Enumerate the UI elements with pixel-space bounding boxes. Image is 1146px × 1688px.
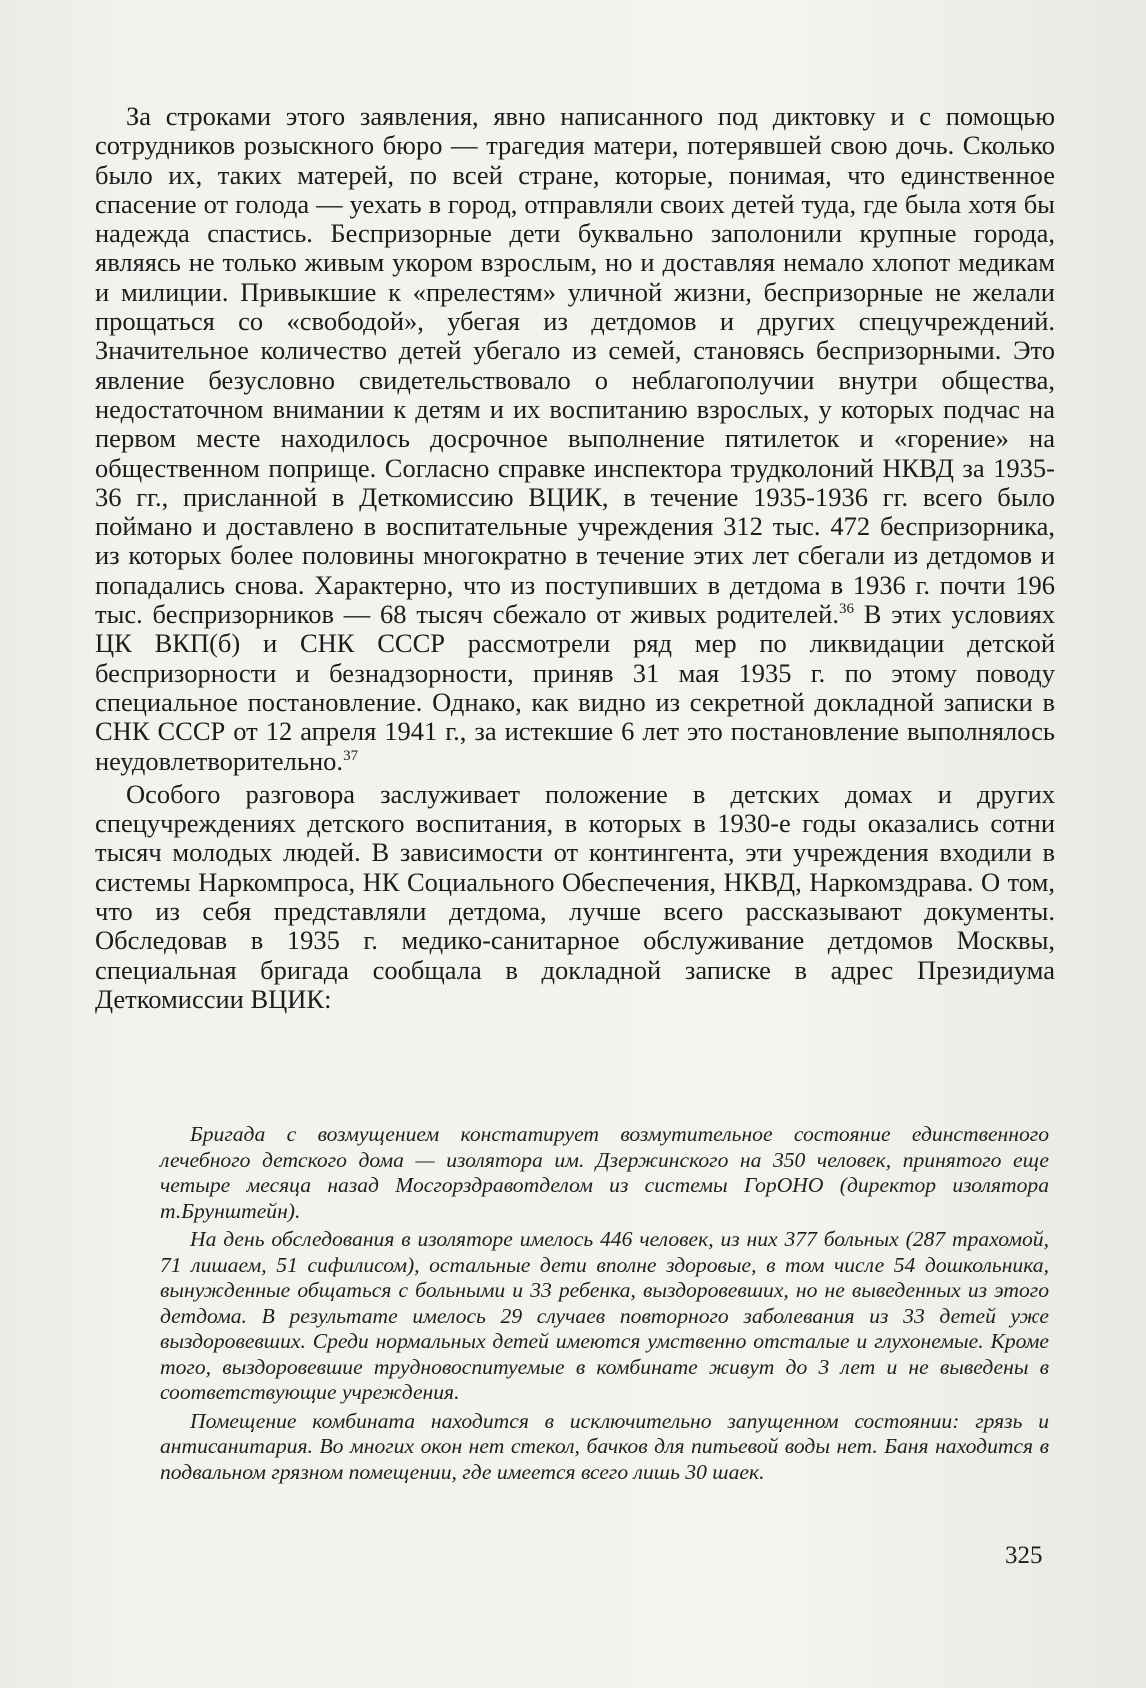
quote-paragraph-3: Помещение комбината находится в исключительно запущенном состоянии: грязь и антисанитария. Во многих окон нет стекол, бачков для питьевой воды нет. Баня находится в подвальном грязном помещении, где имеется всего лишь 30 шаек. bbox=[160, 1408, 1049, 1484]
quote-paragraph-2: На день обследования в изоляторе имелось 446 человек, из них 377 больных (287 трахомой, 71 лишаем, 51 сифилисом), остальные дети вполне здоровые, в том числе 54 дошкольника, вынужденные общаться с больными и 33 ребенка, выздоровевших, но не выведенных из этого детдома. В результате имелось 29 случаев повторного заболевания из 33 детей уже выздоровевших. Среди нормальных детей имеются умственно отсталые и глухонемые. Кроме того, выздоровевшие трудновоспитуемые в комбинате живут до 3 лет и не выведены в соответствующие учреждения. bbox=[160, 1227, 1049, 1404]
footnote-ref-37: 37 bbox=[343, 747, 359, 764]
quoted-document bbox=[160, 1122, 1049, 1488]
paragraph-1-continuation: В этих условиях ЦК ВКП(б) и СНК СССР рассмотрели ряд мер по ликвидации детской беспризорности и безнадзорности, приняв 31 мая 1935 г. по этому поводу специальное постановление. Однако, как видно из секретной докладной записки в СНК СССР от 12 апреля 1941 г., за истекшие 6 лет это постановление выполнялось неудовлетворительно. bbox=[95, 599, 1056, 776]
page-number: 325 bbox=[1005, 1542, 1043, 1569]
quote-paragraph-1: Бригада с возмущением констатирует возмутительное состояние единственного лечебного детского дома — изолятора им. Дзержинского на 350 человек, принятого еще четыре месяца назад Мосгорздравотделом из системы ГорОНО (директор изолятора т.Брунштейн). bbox=[160, 1122, 1049, 1223]
main-text bbox=[95, 102, 1055, 1014]
paragraph-1 bbox=[95, 102, 1055, 776]
paragraph-1-text: За строками этого заявления, явно написанного под диктовку и с помощью сотрудников розыскного бюро — трагедия матери, потерявшей свою дочь. Сколько было их, таких матерей, по всей стране, которые, понимая, что единственное спасение от голода — уехать в город, отправляли своих детей туда, где была хотя бы надежда спастись. Беспризорные дети буквально заполонили крупные города, являясь не только живым укором взрослым, но и доставляя немало хлопот медикам и милиции. Привыкшие к «прелестям» уличной жизни, беспризорные не желали прощаться со «свободой», убегая из детдомов и других спецучреждений. Значительное количество детей убегало из семей, становясь беспризорными. Это явление безусловно свидетельствовало о неблагополучии внутри общества, недостаточном внимании к детям и их воспитанию взрослых, у которых подчас на первом месте находилось досрочное выполнение пятилеток и «горение» на общественном поприще. Согласно справке инспектора трудколоний НКВД за 1935-36 гг., присланной в Деткомиссию ВЦИК, в течение 1935-1936 гг. всего было поймано и доставлено в воспитательные учреждения 312 тыс. 472 беспризорника, из которых более половины многократно в течение этих лет сбегали из детдомов и попадались снова. Характерно, что из поступивших в детдома в 1936 г. почти 196 тыс. беспризорников — 68 тысяч сбежало от живых родителей. bbox=[95, 101, 1055, 630]
paragraph-2: Особого разговора заслуживает положение в детских домах и других спецучреждениях детского воспитания, в которых в 1930-е годы оказались сотни тысяч молодых людей. В зависимости от контингента, эти учреждения входили в системы Наркомпроса, НК Социального Обеспечения, НКВД, Наркомздрава. О том, что из себя представляли детдома, лучше всего рассказывают документы. Обследовав в 1935 г. медико-санитарное обслуживание детдомов Москвы, специальная бригада сообщала в докладной записке в адрес Президиума Деткомиссии ВЦИК: bbox=[95, 778, 1055, 1014]
footnote-ref-36: 36 bbox=[838, 601, 854, 618]
